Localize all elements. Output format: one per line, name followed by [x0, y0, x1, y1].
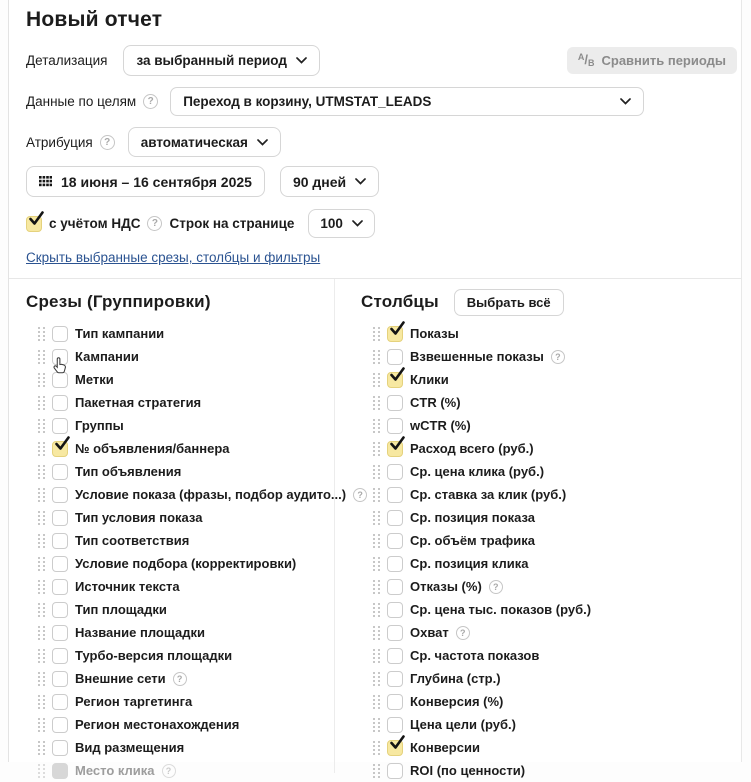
list-item [361, 483, 741, 506]
drag-handle-icon[interactable] [38, 373, 45, 387]
detail-label: Детализация [26, 53, 108, 68]
list-item-label: Расход всего (руб.) [410, 441, 534, 456]
item-checkbox[interactable] [52, 694, 68, 710]
list-item [361, 414, 741, 437]
list-item-label: Вид размещения [75, 740, 185, 755]
item-checkbox[interactable] [52, 441, 68, 457]
list-item [26, 598, 334, 621]
list-item [26, 529, 334, 552]
item-checkbox[interactable] [387, 349, 403, 365]
list-item [361, 460, 741, 483]
list-item-label: Ср. ставка за клик (руб.) [410, 487, 567, 502]
drag-handle-icon[interactable] [373, 580, 380, 594]
item-checkbox[interactable] [52, 487, 68, 503]
help-icon[interactable] [143, 94, 158, 109]
checkmark-icon [389, 320, 406, 337]
list-item-label: Группы [75, 418, 124, 433]
drag-handle-icon[interactable] [38, 557, 45, 571]
list-item-label: Регион таргетинга [75, 694, 193, 709]
item-checkbox[interactable] [52, 349, 68, 365]
vat-checkbox[interactable] [26, 216, 42, 232]
checkmark-icon [389, 366, 406, 383]
drag-handle-icon[interactable] [373, 649, 380, 663]
list-item [26, 437, 334, 460]
report-settings-section [9, 0, 741, 267]
list-item-label: Показы [410, 326, 459, 341]
drag-handle-icon[interactable] [38, 442, 45, 456]
columns-column [334, 279, 741, 778]
drag-handle-icon[interactable] [373, 442, 380, 456]
item-checkbox[interactable] [387, 395, 403, 411]
drag-handle-icon[interactable] [373, 741, 380, 755]
drag-handle-icon[interactable] [373, 626, 380, 640]
item-checkbox[interactable] [387, 326, 403, 342]
item-checkbox[interactable] [52, 763, 68, 779]
list-item-label: Тип соответствия [75, 533, 190, 548]
list-item [26, 736, 334, 759]
drag-handle-icon[interactable] [373, 373, 380, 387]
list-item [26, 368, 334, 391]
vat-label: с учётом НДС [49, 216, 141, 231]
mouse-cursor-pointer-icon [50, 355, 71, 377]
list-item-label: wCTR (%) [410, 418, 471, 433]
attribution-select-value: автоматическая [140, 134, 248, 150]
drag-handle-icon[interactable] [373, 350, 380, 364]
list-item [361, 322, 741, 345]
item-checkbox[interactable] [52, 648, 68, 664]
list-item [361, 345, 741, 368]
period-select[interactable] [280, 166, 379, 197]
list-item-label: Ср. позиция клика [410, 556, 529, 571]
help-icon[interactable] [162, 764, 176, 778]
item-checkbox[interactable] [52, 579, 68, 595]
attribution-row [26, 127, 739, 157]
list-item [361, 529, 741, 552]
list-item-label: Ср. цена клика (руб.) [410, 464, 545, 479]
checkmark-icon [389, 734, 406, 751]
list-item [361, 667, 741, 690]
list-item-label: Взвешенные показы [410, 349, 544, 364]
item-checkbox[interactable] [387, 602, 403, 618]
item-checkbox[interactable] [52, 556, 68, 572]
list-item-label: Кампании [75, 349, 139, 364]
list-item-label: Глубина (стр.) [410, 671, 501, 686]
item-checkbox[interactable] [52, 671, 68, 687]
list-item-label: Название площадки [75, 625, 205, 640]
slices-columns-panel [9, 279, 741, 778]
drag-handle-icon[interactable] [38, 626, 45, 640]
attribution-label: Атрибуция [26, 134, 93, 150]
list-item-label: Тип площадки [75, 602, 167, 617]
list-item [26, 391, 334, 414]
drag-handle-icon[interactable] [38, 488, 45, 502]
hide-selected-link[interactable]: Скрыть выбранные срезы, столбцы и фильтры [26, 250, 321, 265]
list-item-label: Ср. частота показов [410, 648, 540, 663]
chevron-down-icon [620, 98, 631, 105]
list-item [26, 460, 334, 483]
item-checkbox[interactable] [387, 418, 403, 434]
drag-handle-icon[interactable] [38, 350, 45, 364]
list-item [361, 368, 741, 391]
list-item [26, 621, 334, 644]
list-item [361, 713, 741, 736]
drag-handle-icon[interactable] [373, 396, 380, 410]
list-item-label: Конверсия (%) [410, 694, 504, 709]
checkmark-icon [54, 435, 71, 452]
detail-row [26, 45, 739, 76]
item-checkbox[interactable] [52, 602, 68, 618]
drag-handle-icon[interactable] [373, 488, 380, 502]
item-checkbox[interactable] [387, 671, 403, 687]
vat-row [26, 209, 739, 238]
list-item [361, 437, 741, 460]
chevron-down-icon [257, 139, 268, 146]
drag-handle-icon[interactable] [373, 511, 380, 525]
help-icon[interactable] [173, 672, 187, 686]
item-checkbox[interactable] [52, 533, 68, 549]
item-checkbox[interactable] [52, 740, 68, 756]
list-item [26, 690, 334, 713]
drag-handle-icon[interactable] [38, 396, 45, 410]
list-item-label: Место клика [75, 763, 155, 778]
list-item-label: Условие показа (фразы, подбор аудито...) [75, 487, 347, 502]
item-checkbox[interactable] [52, 625, 68, 641]
help-icon[interactable] [100, 135, 115, 150]
list-item-label: Охват [410, 625, 449, 640]
list-item [26, 759, 334, 782]
drag-handle-icon[interactable] [38, 580, 45, 594]
rows-per-page-select[interactable] [308, 209, 375, 238]
help-icon[interactable] [147, 216, 162, 231]
list-item [361, 690, 741, 713]
report-builder-page [8, 0, 742, 778]
select-all-button[interactable]: Выбрать всё [454, 289, 564, 316]
list-item-label: Условие подбора (корректировки) [75, 556, 297, 571]
list-item [26, 667, 334, 690]
item-checkbox[interactable] [387, 556, 403, 572]
detail-select[interactable] [123, 45, 319, 76]
list-item [26, 483, 347, 506]
list-item-label: Пакетная стратегия [75, 395, 202, 410]
list-item [26, 414, 334, 437]
list-item [26, 345, 334, 368]
list-item-label: Тип условия показа [75, 510, 203, 525]
compare-periods-button[interactable] [567, 47, 737, 74]
list-item [26, 644, 334, 667]
list-item-label: Ср. объём трафика [410, 533, 535, 548]
list-item [361, 644, 741, 667]
period-select-value: 90 дней [292, 173, 347, 190]
list-item [361, 621, 741, 644]
item-checkbox[interactable] [387, 625, 403, 641]
item-checkbox[interactable] [387, 740, 403, 756]
drag-handle-icon[interactable] [38, 672, 45, 686]
list-item-label: Клики [410, 372, 449, 387]
item-checkbox[interactable] [387, 464, 403, 480]
item-checkbox[interactable] [52, 510, 68, 526]
list-item-label: Отказы (%) [410, 579, 482, 594]
help-icon[interactable] [489, 580, 503, 594]
list-item [26, 713, 334, 736]
slices-list [26, 322, 347, 782]
list-item-label: Внешние сети [75, 671, 166, 686]
item-checkbox[interactable] [52, 418, 68, 434]
list-item [361, 598, 741, 621]
help-icon[interactable] [456, 626, 470, 640]
chevron-down-icon [296, 57, 307, 64]
list-item-label: ROI (по ценности) [410, 763, 526, 778]
drag-handle-icon[interactable] [373, 534, 380, 548]
list-item [361, 506, 741, 529]
rows-per-page-label: Строк на странице [169, 216, 295, 231]
drag-handle-icon[interactable] [38, 511, 45, 525]
list-item-label: Тип объявления [75, 464, 182, 479]
drag-handle-icon[interactable] [38, 327, 45, 341]
drag-handle-icon[interactable] [373, 327, 380, 341]
columns-title: Столбцы [361, 292, 439, 311]
drag-handle-icon[interactable] [373, 603, 380, 617]
goals-row [26, 87, 739, 116]
list-item-label: Регион местонахождения [75, 717, 240, 732]
page-title: Новый отчет [26, 8, 163, 31]
drag-handle-icon[interactable] [38, 465, 45, 479]
goals-select[interactable] [170, 87, 644, 116]
item-checkbox[interactable] [387, 763, 403, 779]
item-checkbox[interactable] [387, 533, 403, 549]
drag-handle-icon[interactable] [38, 649, 45, 663]
list-item [26, 506, 334, 529]
chevron-down-icon [352, 220, 363, 227]
drag-handle-icon[interactable] [38, 534, 45, 548]
item-checkbox[interactable] [52, 395, 68, 411]
list-item-label: Тип кампании [75, 326, 165, 341]
list-item [361, 736, 741, 759]
item-checkbox[interactable] [387, 441, 403, 457]
item-checkbox[interactable] [52, 717, 68, 733]
calendar-icon [39, 176, 52, 188]
list-item-label: Ср. цена тыс. показов (руб.) [410, 602, 592, 617]
drag-handle-icon[interactable] [38, 741, 45, 755]
dates-row [26, 166, 739, 197]
slices-title: Срезы (Группировки) [26, 292, 211, 311]
drag-handle-icon[interactable] [38, 695, 45, 709]
date-range-value: 18 июня – 16 сентября 2025 [61, 173, 252, 190]
detail-select-value: за выбранный период [136, 53, 287, 68]
checkmark-icon [28, 210, 45, 227]
drag-handle-icon[interactable] [38, 419, 45, 433]
drag-handle-icon[interactable] [373, 557, 380, 571]
drag-handle-icon[interactable] [38, 764, 45, 778]
list-item-label: Турбо-версия площадки [75, 648, 233, 663]
list-item [361, 759, 741, 782]
date-range-button[interactable] [26, 166, 265, 197]
list-item [26, 322, 334, 345]
chevron-down-icon [355, 178, 366, 185]
list-item-label: Конверсии [410, 740, 480, 755]
item-checkbox[interactable] [387, 694, 403, 710]
attribution-select[interactable] [128, 127, 281, 157]
item-checkbox[interactable] [387, 579, 403, 595]
rows-per-page-value: 100 [320, 216, 343, 231]
drag-handle-icon[interactable] [373, 764, 380, 778]
drag-handle-icon[interactable] [38, 718, 45, 732]
list-item-label: CTR (%) [410, 395, 461, 410]
item-checkbox[interactable] [387, 717, 403, 733]
list-item [361, 552, 741, 575]
drag-handle-icon[interactable] [373, 465, 380, 479]
item-checkbox[interactable] [387, 372, 403, 388]
drag-handle-icon[interactable] [373, 695, 380, 709]
list-item-label: № объявления/баннера [75, 441, 230, 456]
item-checkbox[interactable] [52, 464, 68, 480]
drag-handle-icon[interactable] [373, 718, 380, 732]
list-item [26, 575, 334, 598]
item-checkbox[interactable] [52, 326, 68, 342]
drag-handle-icon[interactable] [38, 603, 45, 617]
help-icon[interactable] [551, 350, 565, 364]
drag-handle-icon[interactable] [373, 419, 380, 433]
list-item-label: Ср. позиция показа [410, 510, 536, 525]
slices-column [9, 279, 347, 778]
list-item-label: Метки [75, 372, 114, 387]
item-checkbox[interactable] [387, 487, 403, 503]
list-item [361, 575, 741, 598]
columns-list [361, 322, 741, 782]
drag-handle-icon[interactable] [373, 672, 380, 686]
compare-periods-label: Сравнить периоды [601, 53, 726, 68]
list-item [361, 391, 741, 414]
goals-select-value: Переход в корзину, UTMSTAT_LEADS [183, 94, 432, 109]
list-item-label: Источник текста [75, 579, 180, 594]
checkmark-icon [389, 435, 406, 452]
goals-label: Данные по целям [26, 94, 137, 109]
list-item [26, 552, 334, 575]
item-checkbox[interactable] [387, 648, 403, 664]
item-checkbox[interactable] [387, 510, 403, 526]
ab-compare-icon [578, 53, 595, 68]
list-item-label: Цена цели (руб.) [410, 717, 516, 732]
